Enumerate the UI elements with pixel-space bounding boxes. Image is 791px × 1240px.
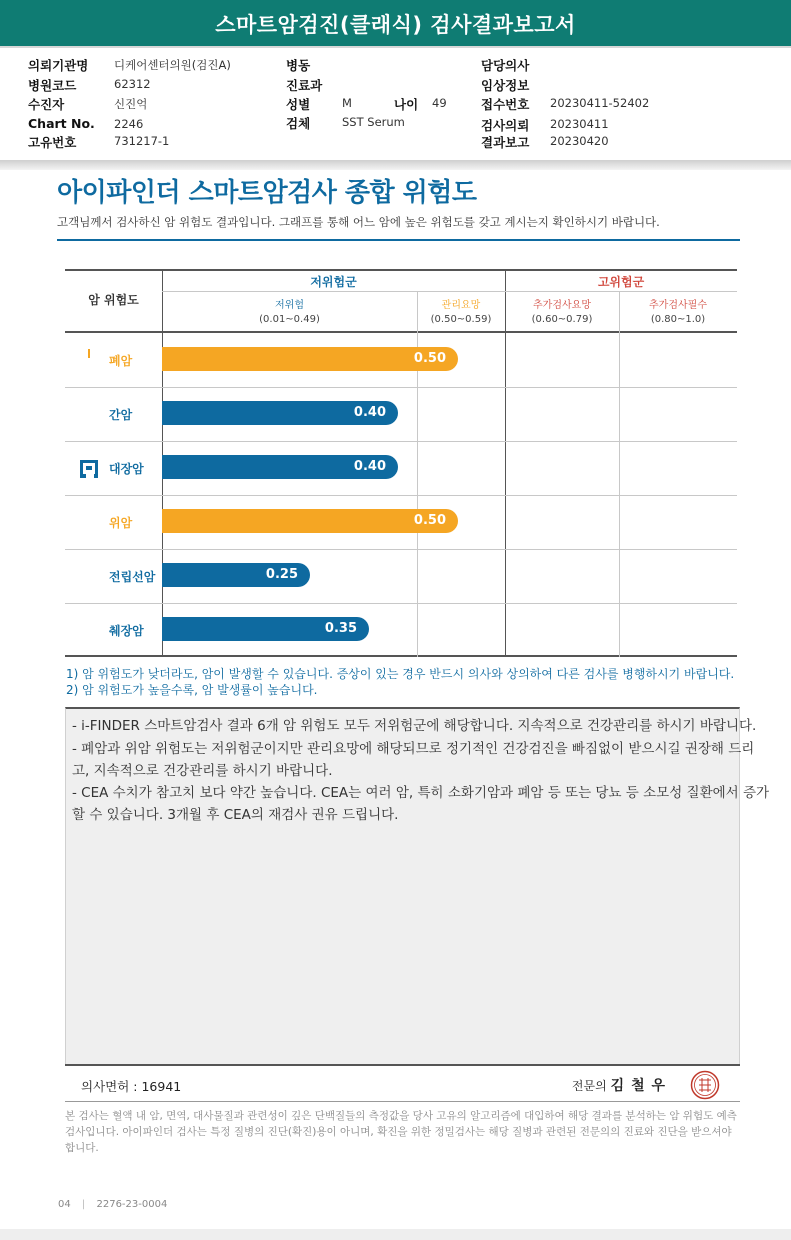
- pancreas-icon: [75, 616, 103, 644]
- note-1: 1) 암 위험도가 낮더라도, 암이 발생할 수 있습니다. 증상이 있는 경우 반드시 의사와 상의하여 다른 검사를 병행하시기 바랍니다.: [66, 667, 735, 681]
- section-title: 아이파인더 스마트암검사 종합 위험도: [57, 178, 477, 208]
- department-label: 진료과: [286, 78, 323, 93]
- level-manage-range: (0.50~0.59): [430, 314, 492, 325]
- header-sub-divider: [162, 291, 737, 292]
- row-divider: [65, 441, 737, 442]
- risk-value-label: 0.35: [324, 621, 357, 636]
- cancer-name: 대장암: [109, 461, 144, 476]
- sex-value: M: [342, 96, 352, 110]
- specimen-label: 검체: [286, 116, 311, 131]
- level-extra-needed-name: 추가검사요망: [533, 300, 591, 311]
- sex-label: 성별: [286, 97, 311, 112]
- disclaimer: [65, 1108, 737, 1156]
- risk-value-label: 0.40: [353, 459, 386, 474]
- bottom-strip: [0, 1229, 791, 1240]
- section-subtitle: 고객님께서 검사하신 암 위험도 결과입니다. 그래프를 통해 어느 암에 높은 위험도를 갖고 계시는지 확인하시기 바랍니다.: [57, 215, 660, 229]
- table-top-border: [65, 269, 737, 271]
- row-divider: [65, 387, 737, 388]
- level-extra-required-range: (0.80~1.0): [650, 314, 706, 325]
- patient-label: 수진자: [28, 97, 65, 112]
- section-separator: [0, 160, 791, 170]
- row-divider: [65, 495, 737, 496]
- report-header: [0, 0, 791, 48]
- colon-icon: [75, 454, 103, 482]
- risk-column-header: 암 위험도: [88, 293, 139, 307]
- cancer-label-6: [75, 618, 144, 642]
- report-label: 결과보고: [481, 135, 530, 150]
- risk-value-label: 0.50: [413, 513, 446, 528]
- signature-bar: [65, 1064, 740, 1102]
- doctor-name: 김 철 우: [610, 1078, 666, 1094]
- cancer-label-3: [75, 456, 144, 480]
- cancer-name: 폐암: [109, 353, 133, 368]
- specimen-value: SST Serum: [342, 115, 405, 129]
- note-2: 2) 암 위험도가 높을수록, 암 발생률이 높습니다.: [66, 683, 318, 697]
- low-risk-group-header: 저위험군: [310, 275, 357, 289]
- liver-icon: [75, 400, 103, 428]
- comment-line-3: 고, 지속적으로 건강관리를 하시기 바랍니다.: [72, 763, 333, 779]
- risk-chart: [65, 269, 737, 657]
- receipt-value: 20230411-52402: [550, 96, 650, 110]
- doctor-comment: [65, 707, 770, 1064]
- disclaimer-line-3: 합니다.: [65, 1142, 99, 1154]
- title-rule: [57, 239, 740, 241]
- risk-value-label: 0.40: [353, 405, 386, 420]
- prostate-icon: [75, 562, 103, 590]
- chart-value: 2246: [114, 117, 144, 131]
- hospital-code-value: 62312: [114, 77, 151, 91]
- comment-line-2: - 폐암과 위암 위험도는 저위험군이지만 관리요망에 해당되므로 정기적인 건강검진을 빠짐없이 받으시길 권장해 드리: [72, 741, 755, 757]
- license-number: 의사면허 : 16941: [81, 1079, 182, 1094]
- doctor-title: 전문의: [571, 1079, 607, 1093]
- level-extra-needed-range: (0.60~0.79): [531, 314, 593, 325]
- institution-label: 의뢰기관명: [28, 58, 89, 73]
- level-low-range: (0.01~0.49): [259, 314, 320, 325]
- doctor-signature: [572, 1075, 666, 1095]
- comment-line-5: 할 수 있습니다. 3개월 후 CEA의 재검사 권유 드립니다.: [72, 807, 399, 823]
- footer-separator: |: [81, 1199, 86, 1210]
- age-label: 나이: [394, 97, 419, 112]
- cancer-name: 간암: [109, 407, 133, 422]
- risk-value-label: 0.25: [265, 567, 298, 582]
- risk-bar: [162, 509, 458, 533]
- level-extra-needed: [505, 299, 619, 327]
- stomach-icon: [75, 508, 103, 536]
- seal-icon: [690, 1070, 720, 1100]
- row-divider: [65, 549, 737, 550]
- disclaimer-line-2: 검사입니다. 아이파인더 검사는 특정 질병의 진단(확진)용이 아니며, 확진을 위한 정밀검사는 해당 질병과 관련된 전문의의 진료와 진단을 받으셔야: [65, 1126, 732, 1138]
- low-high-divider: [505, 269, 506, 657]
- institution-value: 디케어센터의원(검진A): [114, 58, 231, 72]
- cancer-name: 위암: [109, 515, 133, 530]
- level-low-name: 저위험: [275, 300, 304, 311]
- chart-label: Chart No.: [28, 116, 95, 131]
- doctor-label: 담당의사: [481, 58, 530, 73]
- high-risk-group-header: 고위험군: [597, 275, 645, 289]
- hospital-code-label: 병원코드: [28, 78, 77, 93]
- risk-bar: [162, 455, 398, 479]
- risk-bar: [162, 563, 310, 587]
- request-label: 검사의뢰: [481, 118, 530, 133]
- unique-label: 고유번호: [28, 135, 77, 150]
- level-extra-required: [619, 299, 737, 327]
- table-header-border: [65, 331, 737, 333]
- ward-label: 병동: [286, 58, 311, 73]
- risk-bar: [162, 401, 398, 425]
- report-title: 스마트암검진(클래식) 검사결과보고서: [215, 13, 576, 37]
- page-number: 04: [58, 1199, 71, 1210]
- unique-value: 731217-1: [114, 134, 170, 148]
- row-divider: [65, 603, 737, 604]
- cancer-name: 췌장암: [109, 623, 144, 638]
- request-value: 20230411: [550, 117, 609, 131]
- risk-bar: [162, 347, 458, 371]
- comment-line-4: - CEA 수치가 참고치 보다 약간 높습니다. CEA는 여러 암, 특히 소화기암과 폐암 등 또는 당뇨 등 소모성 질환에서 증가: [72, 785, 770, 801]
- document-code: 2276-23-0004: [96, 1199, 168, 1210]
- clinical-label: 임상정보: [481, 78, 530, 93]
- patient-value: 신진억: [114, 97, 148, 111]
- level-manage-name: 관리요망: [441, 300, 481, 311]
- risk-bar: [162, 617, 369, 641]
- chart-notes: [66, 666, 734, 698]
- patient-info: [0, 56, 791, 152]
- cancer-name: 전립선암: [109, 569, 156, 584]
- level-extra-required-name: 추가검사필수: [649, 300, 707, 311]
- comment-line-1: - i-FINDER 스마트암검사 결과 6개 암 위험도 모두 저위험군에 해당합니다. 지속적으로 건강관리를 하시기 바랍니다.: [72, 718, 757, 734]
- cancer-label-5: [75, 564, 155, 588]
- risk-value-label: 0.50: [413, 351, 446, 366]
- disclaimer-line-1: 본 검사는 혈액 내 암, 면역, 대사물질과 관련성이 깊은 단백질들의 측정값을 당사 고유의 알고리즘에 대입하여 해당 결과를 분석하는 암 위험도 예측: [65, 1110, 737, 1122]
- level-low: [162, 299, 417, 327]
- report-value: 20230420: [550, 134, 609, 148]
- page-footer: [58, 1199, 167, 1210]
- cancer-label-2: [75, 402, 132, 426]
- age-value: 49: [432, 96, 447, 110]
- cancer-label-4: [75, 510, 132, 534]
- level-manage: [417, 299, 505, 327]
- lungs-icon: [75, 346, 103, 374]
- table-bottom-border: [65, 655, 737, 657]
- receipt-label: 접수번호: [481, 97, 530, 112]
- cancer-label-1: [75, 348, 132, 372]
